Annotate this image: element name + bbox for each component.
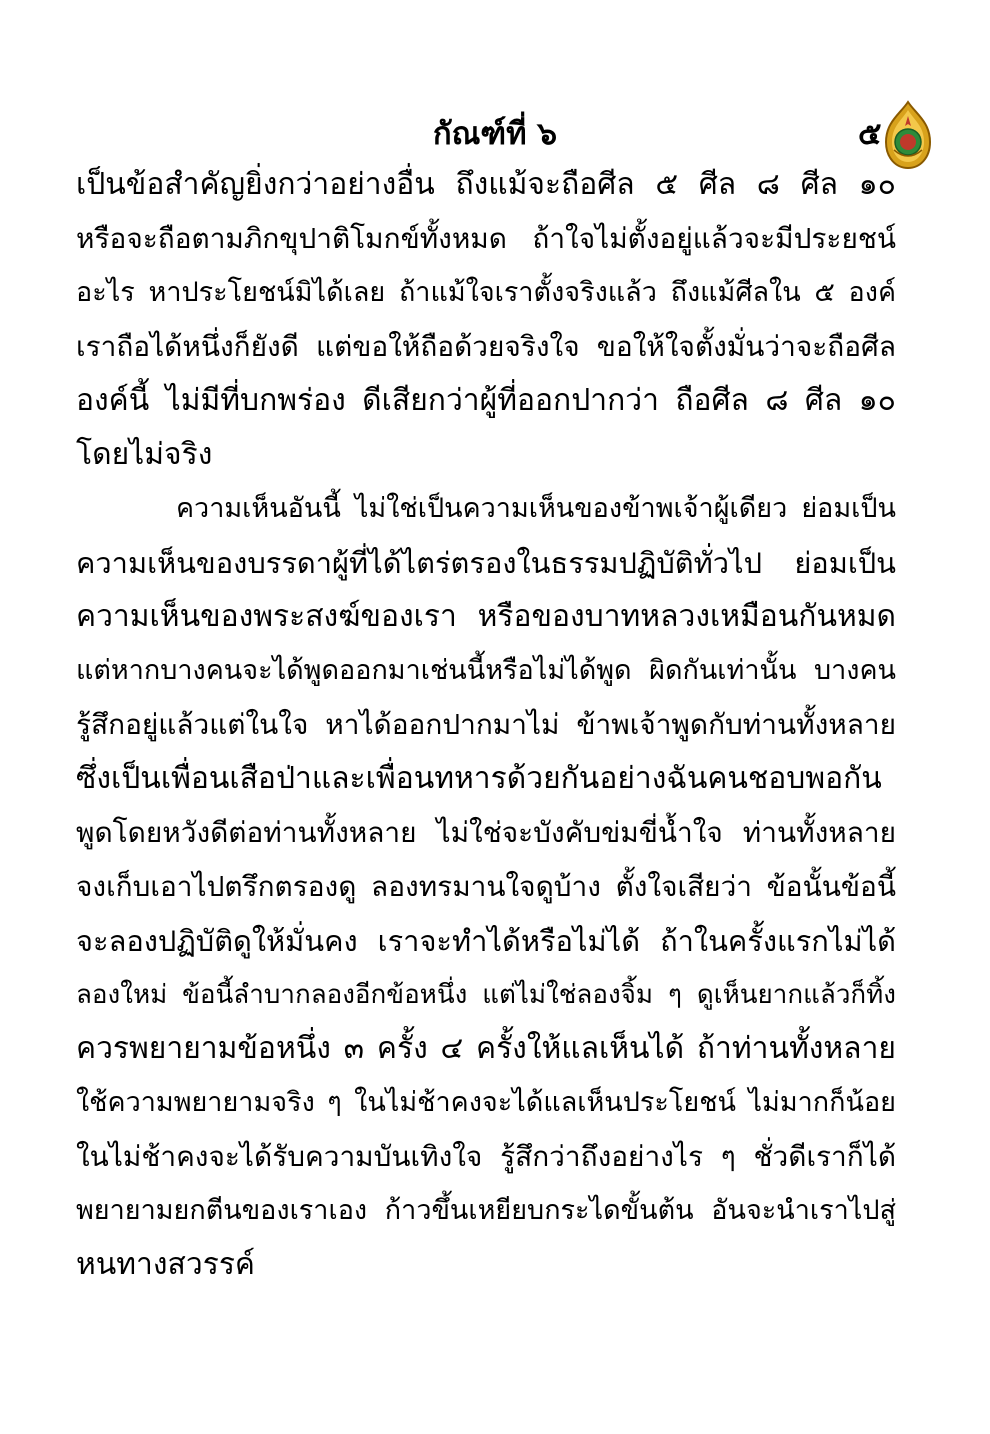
paragraph-2-line: แต่หากบางคนจะได้พูดออกมาเช่นนี้หรือไม่ได้พูด ผิดกันเท่านั้น บางคน [76,655,896,686]
paragraph-1-line: อะไร หาประโยชน์มิได้เลย ถ้าแม้ใจเราตั้งจริงแล้ว ถึงแม้ศีลใน ๕ องค์ [76,277,896,308]
paragraph-1-line: เราถือได้หนึ่งก็ยังดี แต่ขอให้ถือด้วยจริงใจ ขอให้ใจตั้งมั่นว่าจะถือศีล [76,330,896,363]
page-number: ๕ [858,116,882,152]
paragraph-2-line: ควรพยายามข้อหนึ่ง ๓ ครั้ง ๔ ครั้งให้แลเห็นได้ ถ้าท่านทั้งหลาย [76,1031,896,1066]
paragraph-1-line: หรือจะถือตามภิกขุปาติโมกข์ทั้งหมด ถ้าใจไม่ตั้งอยู่แล้วจะมีประยชน์ [76,222,896,255]
paragraph-2-line: ลองใหม่ ข้อนี้ลำบากลองอีกข้อหนึ่ง แต่ไม่ใช่ลองจิ้ม ๆ ดูเห็นยากแล้วก็ทิ้ง [76,980,896,1010]
paragraph-2-line: ในไม่ช้าคงจะได้รับความบันเทิงใจ รู้สึกว่าถึงอย่างไร ๆ ชั่วดีเราก็ได้ [76,1140,896,1173]
paragraph-2-line: พูดโดยหวังดีต่อท่านทั้งหลาย ไม่ใช่จะบังคับข่มขี่น้ำใจ ท่านทั้งหลาย [76,816,896,849]
paragraph-1-line: องค์นี้ ไม่มีที่บกพร่อง ดีเสียกว่าผู้ที่ออกปากว่า ถือศีล ๘ ศีล ๑๐ [76,383,896,418]
paragraph-2-line: ใช้ความพยายามจริง ๆ ในไม่ช้าคงจะได้แลเห็นประโยชน์ ไม่มากก็น้อย [76,1087,896,1118]
chapter-title: กัณฑ์ที่ ๖ [432,116,558,152]
paragraph-1-line: เป็นข้อสำคัญยิ่งกว่าอย่างอื่น ถึงแม้จะถือศีล ๕ ศีล ๘ ศีล ๑๐ [76,167,896,202]
paragraph-2-line: ความเห็นของบรรดาผู้ที่ได้ไตร่ตรองในธรรมปฏิบัติทั่วไป ย่อมเป็น [76,546,896,580]
paragraph-2-line: จะลองปฏิบัติดูให้มั่นคง เราจะทำได้หรือไม่ได้ ถ้าในครั้งแรกไม่ได้ [76,924,896,958]
body-text [76,158,896,1292]
paragraph-2-line: หนทางสวรรค์ [76,1247,256,1282]
paragraph-2-line: ความเห็นของพระสงฆ์ของเรา หรือของบาทหลวงเหมือนกันหมด [76,599,896,634]
paragraph-2-line: ซึ่งเป็นเพื่อนเสือป่าและเพื่อนทหารด้วยกันอย่างฉันคนชอบพอกัน [76,761,882,796]
paragraph-2-line: จงเก็บเอาไปตรึกตรองดู ลองทรมานใจดูบ้าง ตั้งใจเสียว่า ข้อนั้นข้อนี้ [76,870,896,903]
paragraph-1-line: โดยไม่จริง [76,437,213,472]
paragraph-2-line: ความเห็นอันนี้ ไม่ใช่เป็นความเห็นของข้าพเจ้าผู้เดียว ย่อมเป็น [176,493,896,524]
paragraph-2-line: รู้สึกอยู่แล้วแต่ในใจ หาได้ออกปากมาไม่ ข้าพเจ้าพูดกับท่านทั้งหลาย [76,708,896,741]
paragraph-2-line: พยายามยกตีนของเราเอง ก้าวขึ้นเหยียบกระไดขั้นต้น อันจะนำเราไปสู่ [76,1195,896,1226]
